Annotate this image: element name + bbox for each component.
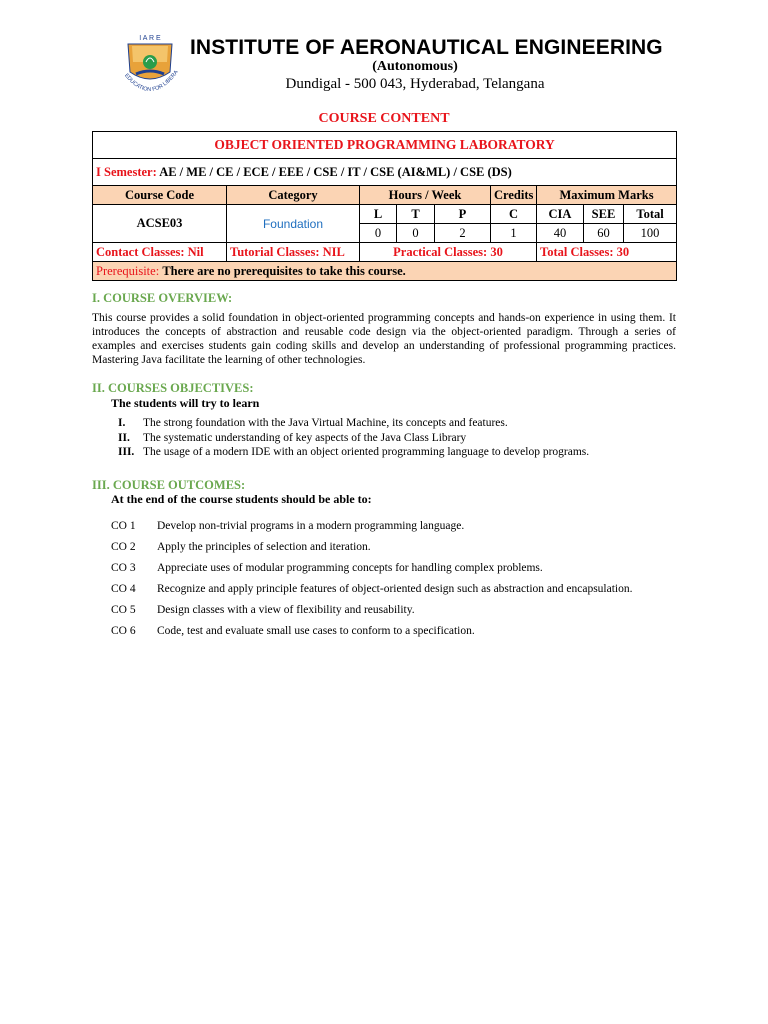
subheader-cia: CIA: [537, 205, 584, 224]
outcomes-lead: At the end of the course students should be able to:: [111, 492, 372, 506]
outcome-number: CO 2: [111, 541, 136, 553]
course-code-value: ACSE03: [93, 205, 227, 243]
header-credits: Credits: [491, 186, 537, 205]
objectives-heading: II. COURSES OBJECTIVES:: [92, 381, 254, 395]
semester-row: [93, 159, 677, 186]
outcome-text: Develop non-trivial programs in a modern programming language.: [157, 520, 465, 532]
objective-item: [118, 445, 589, 460]
subheader-t: T: [397, 205, 435, 224]
prerequisite-text: There are no prerequisites to take this course.: [162, 263, 406, 278]
value-cia: 40: [537, 224, 584, 243]
outcome-text: Design classes with a view of flexibility and reusability.: [157, 604, 415, 616]
value-see: 60: [584, 224, 624, 243]
outcome-number: CO 4: [111, 583, 136, 595]
outcomes-list: [111, 519, 676, 645]
value-c: 1: [491, 224, 537, 243]
globe-icon: [143, 55, 157, 69]
value-p: 2: [435, 224, 491, 243]
objective-number: I.: [118, 417, 126, 429]
objective-number: II.: [118, 431, 130, 444]
header-max-marks: Maximum Marks: [537, 186, 677, 205]
prerequisite-label: Prerequisite:: [96, 263, 160, 278]
objective-item: [118, 416, 589, 431]
contact-classes: Contact Classes: Nil: [93, 243, 227, 262]
outcome-item: [111, 624, 676, 638]
outcome-item: [111, 561, 676, 575]
category-value: Foundation: [227, 205, 360, 243]
course-title: OBJECT ORIENTED PROGRAMMING LABORATORY: [93, 132, 677, 159]
subheader-p: P: [435, 205, 491, 224]
outcome-text: Recognize and apply principle features of object-oriented design such as abstraction and encapsulation.: [157, 583, 633, 595]
subheader-see: SEE: [584, 205, 624, 224]
objective-item: [118, 431, 589, 446]
outcomes-heading: III. COURSE OUTCOMES:: [92, 478, 246, 492]
logo-motto: EDUCATION FOR LIBERA: [123, 69, 180, 94]
practical-classes: Practical Classes: 30: [360, 243, 537, 262]
institute-autonomous: (Autonomous): [372, 59, 458, 74]
outcome-number: CO 1: [111, 520, 136, 532]
outcome-number: CO 3: [111, 562, 136, 574]
objectives-lead: The students will try to learn: [111, 396, 260, 410]
overview-text: This course provides a solid foundation in object-oriented programming concepts and hands-on experience in using them. It introduces the concepts of abstraction and reusable code design via the object-oriented paradigm. Through a series of examples and exercises students gain coding skills and develop an understanding of professional programming practices. Mastering Java facilitate the learning of other technologies.: [92, 312, 676, 366]
tutorial-classes: Tutorial Classes: NIL: [227, 243, 360, 262]
semester-label: I Semester:: [96, 164, 157, 179]
outcome-item: [111, 603, 676, 617]
value-total: 100: [624, 224, 677, 243]
subheader-total: Total: [624, 205, 677, 224]
outcome-item: [111, 540, 676, 554]
prerequisite-row: [93, 262, 677, 281]
objective-text: The usage of a modern IDE with an object oriented programming language to develop programs.: [143, 446, 590, 458]
course-content-title: COURSE CONTENT: [318, 111, 450, 126]
outcome-item: [111, 519, 676, 533]
outcome-number: CO 5: [111, 604, 136, 616]
objective-text: The strong foundation with the Java Virtual Machine, its concepts and features.: [143, 417, 508, 429]
logo-initials: I A R E: [139, 35, 161, 42]
outcome-text: Code, test and evaluate small use cases to conform to a specification.: [157, 625, 475, 637]
header-course-code: Course Code: [93, 186, 227, 205]
iare-logo: [112, 32, 188, 104]
objectives-list: [118, 416, 589, 460]
value-l: 0: [360, 224, 397, 243]
header-hours-week: Hours / Week: [360, 186, 491, 205]
outcome-item: [111, 582, 676, 596]
outcome-text: Apply the principles of selection and iteration.: [157, 541, 371, 553]
subheader-c: C: [491, 205, 537, 224]
total-classes: Total Classes: 30: [537, 243, 677, 262]
objective-text: The systematic understanding of key aspects of the Java Class Library: [143, 431, 467, 444]
semester-branches: AE / ME / CE / ECE / EEE / CSE / IT / CSE (AI&ML) / CSE (DS): [159, 164, 512, 179]
outcome-text: Appreciate uses of modular programming concepts for handling complex problems.: [157, 562, 543, 574]
subheader-l: L: [360, 205, 397, 224]
course-info-table: [92, 131, 677, 281]
institute-address: Dundigal - 500 043, Hyderabad, Telangana: [285, 76, 545, 92]
objective-number: III.: [118, 446, 135, 458]
value-t: 0: [397, 224, 435, 243]
header-category: Category: [227, 186, 360, 205]
overview-heading: I. COURSE OVERVIEW:: [92, 291, 233, 305]
institute-name: INSTITUTE OF AERONAUTICAL ENGINEERING: [190, 36, 663, 59]
outcome-number: CO 6: [111, 625, 136, 637]
